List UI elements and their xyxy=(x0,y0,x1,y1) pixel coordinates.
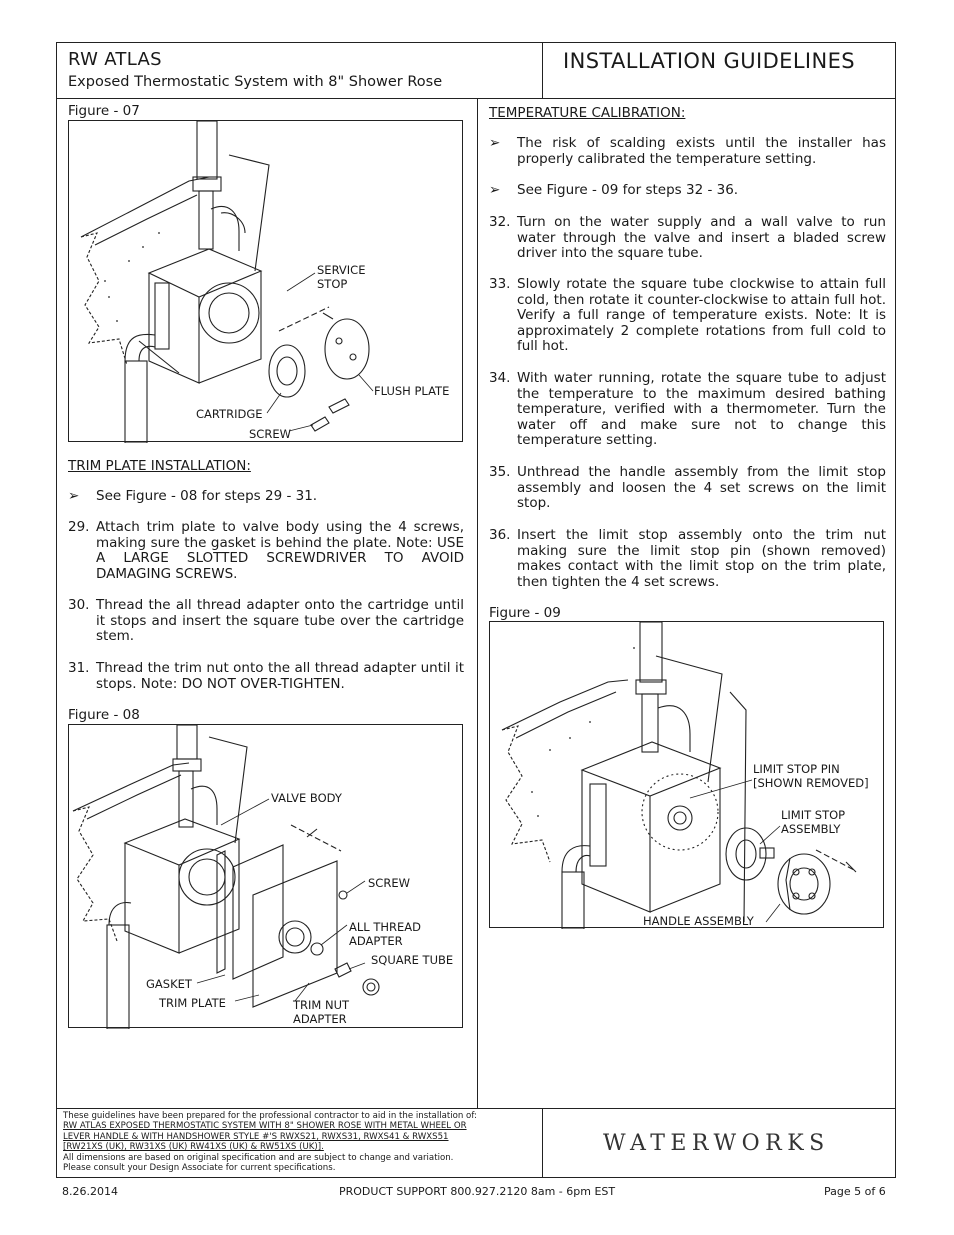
step-number: 35. xyxy=(489,464,511,480)
callout-adapter-line1: ALL THREAD xyxy=(349,920,421,934)
header-left xyxy=(57,43,543,99)
product-support: PRODUCT SUPPORT 800.927.2120 8am - 6pm EST xyxy=(339,1185,616,1198)
footer-line-6: Please consult your Design Associate for current specifications. xyxy=(63,1163,336,1174)
callout-limit-stop-assembly xyxy=(781,809,845,836)
callout-stop-line1: LIMIT STOP xyxy=(781,808,846,822)
footer-brand-box xyxy=(543,1108,895,1178)
page-number: Page 5 of 6 xyxy=(824,1185,886,1198)
callout-all-thread-adapter xyxy=(349,921,421,948)
callout-valve-body: VALVE BODY xyxy=(271,791,342,805)
callout-handle-assembly: HANDLE ASSEMBLY xyxy=(643,914,754,928)
callout-service-line1: SERVICE xyxy=(317,263,366,277)
step-text: Insert the limit stop assembly onto the trim nut making sure the limit stop pin (shown removed) makes contact with the limit stop on the trim plate, then tighten the 4 set screws. xyxy=(517,527,886,590)
callout-pin-line1: LIMIT STOP PIN xyxy=(753,762,840,776)
callout-stop-line2: ASSEMBLY xyxy=(781,821,841,836)
callout-screw-07: SCREW xyxy=(249,427,291,441)
column-divider xyxy=(477,99,478,1108)
footer-line-2: RW ATLAS EXPOSED THERMOSTATIC SYSTEM WITH 8" SHOWER ROSE WITH METAL WHEEL OR xyxy=(63,1121,467,1132)
trim-plate-heading: TRIM PLATE INSTALLATION: xyxy=(68,458,251,474)
callout-service-line2: STOP xyxy=(317,276,348,291)
header-right xyxy=(543,43,895,99)
callout-flush-plate: FLUSH PLATE xyxy=(374,384,450,398)
calibration-bullet: The risk of scalding exists until the installer has properly calibrated the temperature setting. xyxy=(517,135,886,167)
calibration-bullet: See Figure - 09 for steps 32 - 36. xyxy=(517,182,739,198)
step-text: Attach trim plate to valve body using the 4 screws, making sure the gasket is behind the plate. Note: USE A LARGE SLOTTED SCREWDRIVER TO AVOID DAMAGING SCREWS. xyxy=(96,519,464,582)
step-number: 34. xyxy=(489,370,511,386)
step-number: 32. xyxy=(489,214,511,230)
step-text: Turn on the water supply and a wall valve to run water through the valve and insert a bladed screw driver into the square tube. xyxy=(517,214,886,262)
callout-limit-stop-pin xyxy=(753,763,869,790)
step-number: 31. xyxy=(68,660,90,676)
step-number: 33. xyxy=(489,276,511,292)
bullet-arrow: ➢ xyxy=(68,488,80,504)
footer-line-4: [RW21XS (UK), RW31XS (UK) RW41XS (UK) & RW51XS (UK)]. xyxy=(63,1142,324,1153)
brand-logo: WATERWORKS xyxy=(603,1131,830,1156)
step-number: 30. xyxy=(68,597,90,613)
callout-trim-plate: TRIM PLATE xyxy=(159,996,226,1010)
callout-nut-line1: TRIM NUT xyxy=(293,998,350,1012)
callout-nut-line2: ADAPTER xyxy=(293,1011,347,1026)
callout-pin-line2: [SHOWN REMOVED] xyxy=(753,775,869,790)
step-number: 36. xyxy=(489,527,511,543)
figure-08-label: Figure - 08 xyxy=(68,707,140,723)
temperature-calibration-heading: TEMPERATURE CALIBRATION: xyxy=(489,105,686,121)
figure-07-label: Figure - 07 xyxy=(68,103,140,119)
document-date: 8.26.2014 xyxy=(62,1185,118,1198)
step-text: Thread the all thread adapter onto the cartridge until it stops and insert the square tube over the cartridge stem. xyxy=(96,597,464,645)
callout-gasket: GASKET xyxy=(146,977,192,991)
footer-line-1: These guidelines have been prepared for the professional contractor to aid in the installation of: xyxy=(63,1111,477,1121)
document-type: INSTALLATION GUIDELINES xyxy=(563,49,856,73)
trim-bullet: See Figure - 08 for steps 29 - 31. xyxy=(96,488,318,504)
callout-adapter-line2: ADAPTER xyxy=(349,933,403,948)
footer-notes xyxy=(57,1108,543,1178)
step-number: 29. xyxy=(68,519,90,535)
callout-cartridge: CARTRIDGE xyxy=(196,407,263,421)
step-text: Unthread the handle assembly from the limit stop assembly and loosen the 4 set screws on the limit stop. xyxy=(517,464,886,512)
bullet-arrow: ➢ xyxy=(489,182,501,198)
callout-square-tube: SQUARE TUBE xyxy=(371,953,454,967)
step-text: With water running, rotate the square tube to adjust the temperature to the maximum desired bathing temperature, verified with a thermometer. Turn the water off and make sure not to change this temperature setting. xyxy=(517,370,886,449)
callout-trim-nut-adapter xyxy=(293,999,349,1026)
footer-line-5: All dimensions are based on original specification and are subject to change and variation. xyxy=(63,1152,454,1163)
product-title: RW ATLAS xyxy=(68,49,162,70)
product-subtitle: Exposed Thermostatic System with 8" Shower Rose xyxy=(68,74,443,90)
step-text: Slowly rotate the square tube clockwise to attain full cold, then rotate it counter-clockwise to attain full hot. Verify a full range of temperature exists. Note: It is approximately 2 complete rotations from full cold to full hot. xyxy=(517,276,886,355)
footer-line-3: LEVER HANDLE & WITH HANDSHOWER STYLE #'S RWXS21, RWXS31, RWXS41 & RWXS51 xyxy=(63,1131,449,1142)
callout-screw-08: SCREW xyxy=(368,876,410,890)
bullet-arrow: ➢ xyxy=(489,135,501,151)
figure-09-label: Figure - 09 xyxy=(489,605,561,621)
step-text: Thread the trim nut onto the all thread adapter until it stops. Note: DO NOT OVER-TIGHTEN. xyxy=(96,660,464,692)
callout-service-stop xyxy=(317,264,365,291)
